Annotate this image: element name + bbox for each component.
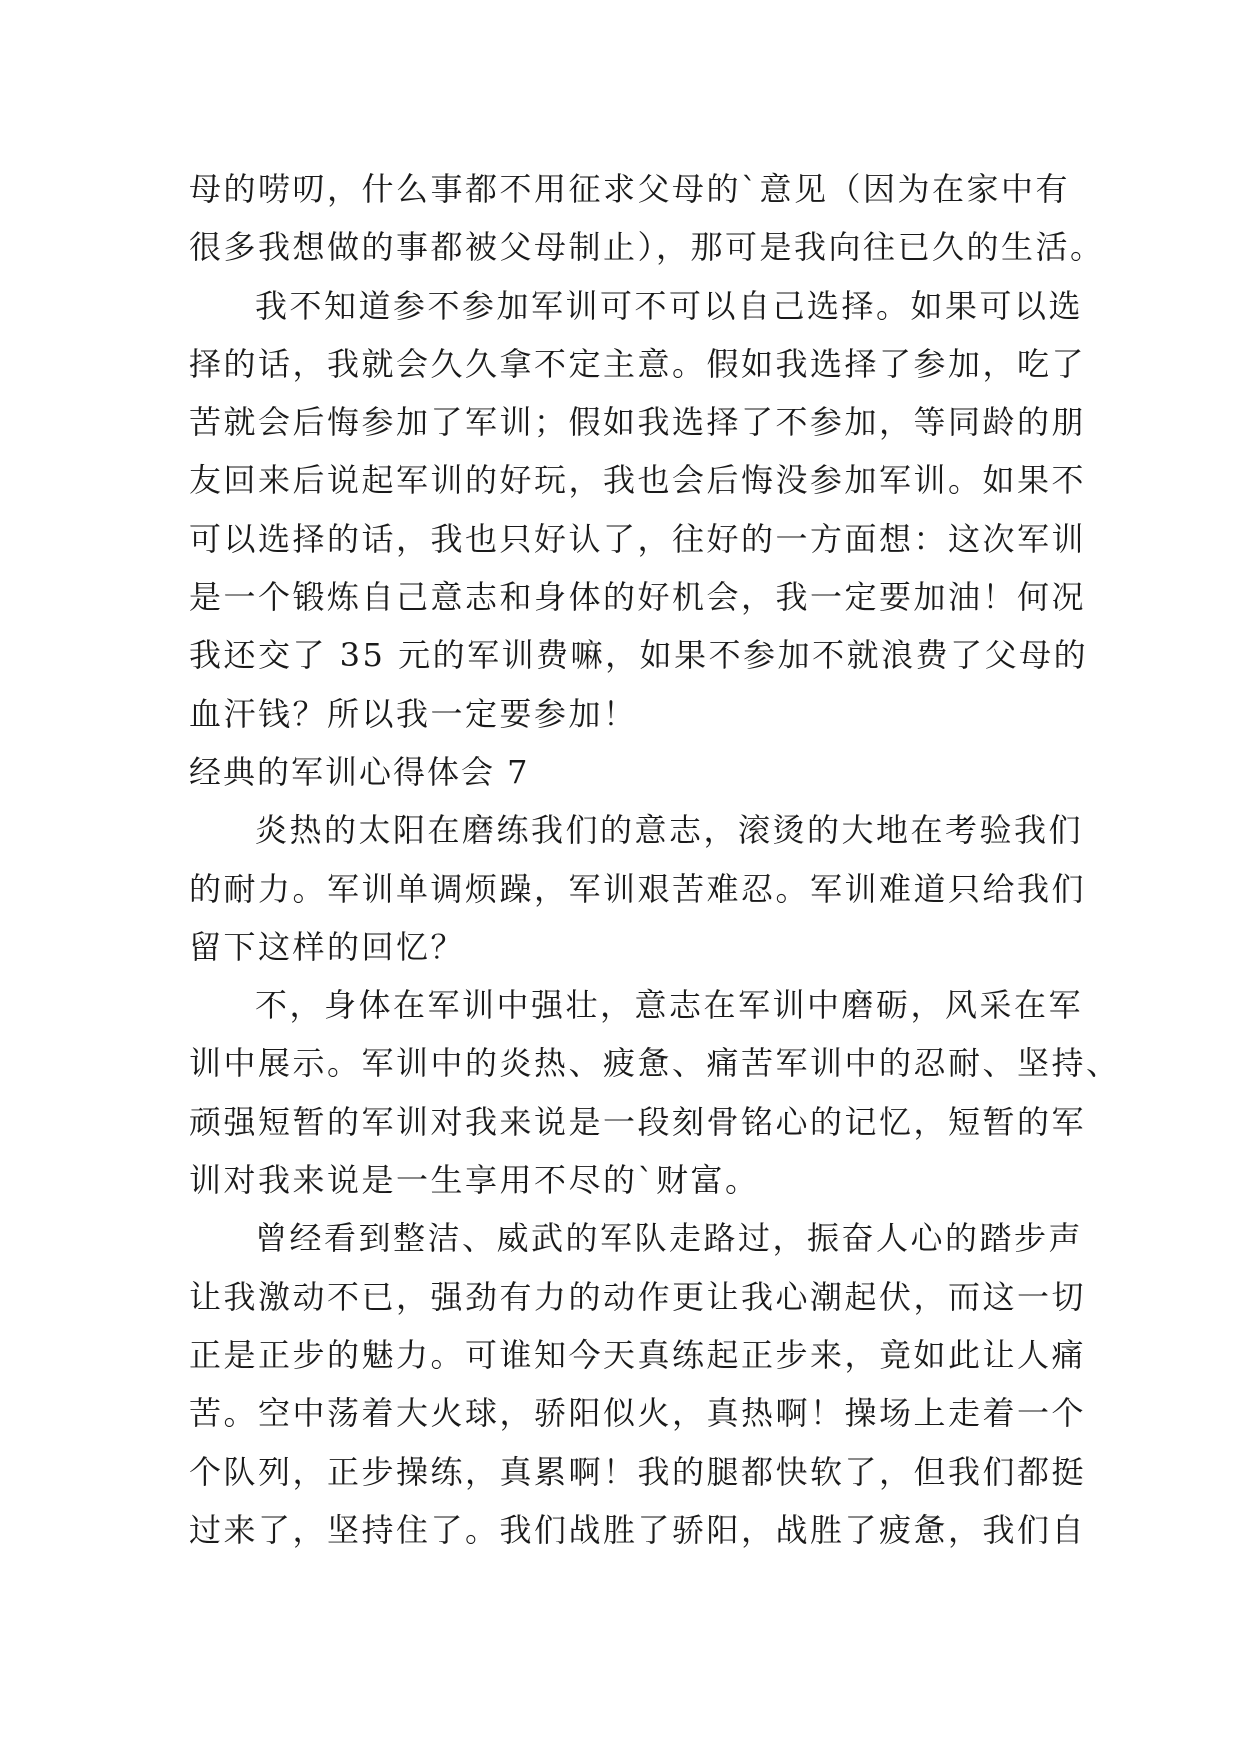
text-line: 正是正步的魅力。可谁知今天真练起正步来，竟如此让人痛 [189,1335,1087,1374]
text-line: 炎热的太阳在磨练我们的意志，滚烫的大地在考验我们 [255,811,1084,850]
text-line: 曾经看到整洁、威武的军队走路过，振奋人心的踏步声 [255,1219,1084,1258]
text-line: 友回来后说起军训的好玩，我也会后悔没参加军训。如果不 [189,461,1087,500]
text-line: 苦就会后悔参加了军训；假如我选择了不参加，等同龄的朋 [189,403,1087,442]
text-line: 训对我来说是一生享用不尽的`财富。 [189,1161,760,1200]
text-line: 的耐力。军训单调烦躁，军训艰苦难忍。军训难道只给我们 [189,869,1087,908]
text-line: 过来了，坚持住了。我们战胜了骄阳，战胜了疲惫，我们自 [189,1510,1087,1549]
text-line: 个队列，正步操练，真累啊！我的腿都快软了，但我们都挺 [189,1452,1087,1491]
text-line: 可以选择的话，我也只好认了，往好的一方面想：这次军训 [189,519,1087,558]
text-line: 很多我想做的事都被父母制止），那可是我向往已久的生活。 [189,228,1105,267]
text-line: 不，身体在军训中强壮，意志在军训中磨砺，风采在军 [255,986,1084,1025]
text-line: 留下这样的回忆？ [189,927,466,966]
section-heading: 经典的军训心得体会 7 [189,752,530,791]
text-line: 择的话，我就会久久拿不定主意。假如我选择了参加，吃了 [189,344,1087,383]
text-line: 顽强短暂的军训对我来说是一段刻骨铭心的记忆，短暂的军 [189,1102,1087,1141]
text-line: 我还交了 35 元的军训费嘛，如果不参加不就浪费了父母的 [189,636,1089,675]
document-body [189,160,1121,1559]
text-line: 苦。空中荡着大火球，骄阳似火，真热啊！操场上走着一个 [189,1394,1087,1433]
text-line: 我不知道参不参加军训可不可以自己选择。如果可以选 [255,286,1084,325]
text-line: 是一个锻炼自己意志和身体的好机会，我一定要加油！何况 [189,578,1087,617]
text-line: 训中展示。军训中的炎热、疲惫、痛苦军训中的忍耐、坚持、 [189,1044,1121,1083]
text-line: 让我激动不已，强劲有力的动作更让我心潮起伏，而这一切 [189,1277,1087,1316]
text-line: 血汗钱？所以我一定要参加！ [189,694,638,733]
text-line: 母的唠叨，什么事都不用征求父母的`意见（因为在家中有 [189,170,1071,208]
